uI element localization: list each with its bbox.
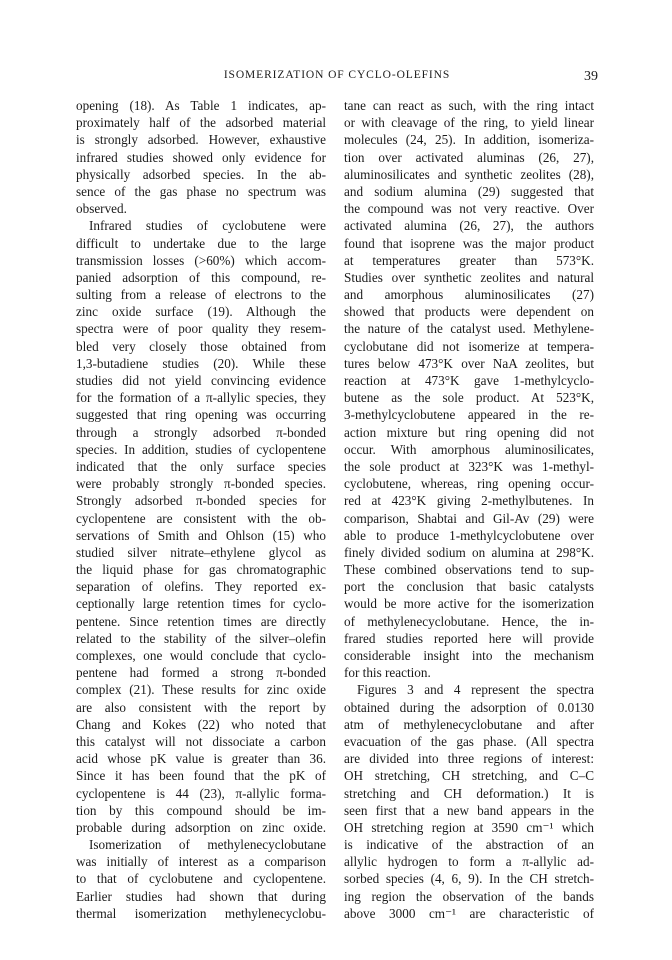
text-line: seen first that a new band appears in the — [344, 802, 594, 818]
text-line: through a strongly adsorbed π-bonded — [76, 424, 326, 440]
text-line: allylic hydrogen to form a π-allylic ad- — [344, 854, 594, 870]
text-line: for this reaction. — [344, 665, 431, 681]
text-line: able to produce 1-methylcyclobutene over — [344, 527, 594, 543]
left-text-column — [76, 97, 326, 922]
text-line: at temperatures greater than 573°K. — [344, 252, 594, 268]
text-line: These combined observations tend to sup- — [344, 562, 594, 578]
text-line: reaction at 473°K gave 1-methylcyclo- — [344, 373, 594, 388]
text-line: Figures 3 and 4 represent the spectra — [357, 682, 594, 698]
text-line: complexes, one would conclude that cyclo- — [76, 648, 326, 663]
text-line: physically adsorbed species. In the ab- — [76, 166, 326, 182]
text-line: probable during adsorption on zinc oxide. — [76, 819, 326, 835]
text-line: separation of olefins. They reported ex- — [76, 579, 326, 595]
text-line: would be more active for the isomerization — [344, 596, 594, 612]
text-line: are also consistent with the report by — [76, 699, 326, 715]
text-line: zinc oxide surface (19). Although the — [76, 304, 326, 320]
text-line: ceptionally large retention times for cyclo- — [76, 596, 326, 612]
text-line: butene as the sole product. At 523°K, — [344, 390, 594, 406]
text-line: pentene had formed a strong π-bonded — [76, 665, 326, 681]
text-line: acid whose pK value is greater than 36. — [76, 751, 326, 767]
text-line: cyclopentene is 44 (23), π-allylic forma- — [76, 785, 326, 801]
text-line: tures below 473°K over NaA zeolites, but — [344, 355, 594, 371]
text-line: of methylenecyclobutane. Hence, the in- — [344, 613, 594, 629]
text-line: were probably strongly π-bonded species. — [76, 476, 326, 492]
text-line: for the formation of a π-allylic species, they — [76, 390, 326, 406]
text-line: tion by this compound should be im- — [76, 802, 326, 818]
page-header — [76, 69, 598, 85]
text-line: sulting from a release of electrons to the — [76, 287, 326, 303]
text-line: spectra were of poor quality they resem- — [76, 321, 326, 337]
text-line: Earlier studies had shown that during — [76, 888, 326, 904]
text-line: cyclobutene, whereas, ring opening occur- — [344, 476, 594, 492]
text-line: was initially of interest as a comparison — [76, 854, 326, 870]
text-line: atm of methylenecyclobutane and after — [344, 716, 594, 732]
text-line: action mixture but ring opening did not — [344, 424, 594, 440]
text-line: Strongly adsorbed π-bonded species for — [76, 493, 326, 509]
text-line: opening (18). As Table 1 indicates, ap- — [76, 98, 326, 113]
text-line: bled very closely those obtained from — [76, 338, 326, 354]
text-line: Since it has been found that the pK of — [76, 768, 326, 784]
text-line: transmission losses (>60%) which accom- — [76, 252, 326, 268]
text-line: above 3000 cm⁻¹ are characteristic of — [344, 905, 594, 921]
text-line: the nature of the catalyst used. Methylene- — [344, 321, 594, 337]
text-line: and amorphous aluminosilicates (27) — [344, 287, 594, 303]
text-line: cyclobutane did not isomerize at tempera- — [344, 338, 594, 354]
right-text-column — [344, 97, 594, 922]
text-line: studies did not yield convincing evidence — [76, 373, 326, 388]
text-line: sorbed species (4, 6, 9). In the CH stretch- — [344, 871, 594, 887]
text-line: aluminosilicates and synthetic zeolites (28), — [344, 166, 594, 182]
text-line: panied adsorption of this compound, re- — [76, 269, 326, 285]
running-title: ISOMERIZATION OF CYCLO-OLEFINS — [223, 69, 451, 81]
text-line: this catalyst will not dissociate a carbon — [76, 733, 326, 749]
text-line: showed that products were dependent on — [344, 304, 594, 320]
text-line: 3-methylcyclobutene appeared in the re- — [344, 407, 594, 423]
text-line: is indicative of the abstraction of an — [344, 837, 594, 853]
text-line: is strongly adsorbed. However, exhaustive — [76, 132, 326, 148]
text-line: related to the stability of the silver–olefin — [76, 630, 326, 646]
text-line: OH stretching region at 3590 cm⁻¹ which — [344, 819, 594, 835]
text-line: species. In addition, studies of cyclopentene — [76, 441, 326, 457]
text-line: thermal isomerization methylenecyclobu- — [76, 905, 326, 921]
text-line: tion over activated aluminas (26, 27), — [344, 149, 594, 165]
text-line: tane can react as such, with the ring intact — [344, 98, 594, 113]
text-line: stretching and CH deformation.) It is — [344, 785, 594, 801]
text-line: found that isoprene was the major product — [344, 235, 594, 251]
text-line: port the conclusion that basic catalysts — [344, 579, 594, 595]
text-line: sence of the gas phase no spectrum was — [76, 183, 326, 199]
text-line: studied silver nitrate–ethylene glycol as — [76, 544, 326, 560]
text-line: Isomerization of methylenecyclobutane — [89, 837, 326, 853]
text-line: 1,3-butadiene studies (20). While these — [76, 355, 326, 371]
text-line: considerable insight into the mechanism — [344, 648, 594, 663]
text-line: red at 423°K giving 2-methylbutenes. In — [344, 493, 594, 509]
text-line: complex (21). These results for zinc oxide — [76, 682, 326, 698]
text-line: molecules (24, 25). In addition, isomeriza- — [344, 132, 594, 148]
text-line: evacuation of the gas phase. (All spectra — [344, 733, 594, 749]
text-line: ing region the observation of the bands — [344, 888, 594, 904]
text-line: OH stretching, CH stretching, and C–C — [344, 768, 594, 784]
text-line: are divided into three regions of interest: — [344, 751, 594, 767]
text-line: the compound was not very reactive. Over — [344, 201, 594, 217]
text-line: Studies over synthetic zeolites and natural — [344, 269, 594, 285]
text-line: obtained during the adsorption of 0.0130 — [344, 699, 594, 715]
text-line: or with cleavage of the ring, to yield linear — [344, 115, 594, 131]
text-line: cyclopentene are consistent with the ob- — [76, 510, 326, 526]
text-line: indicated that the only surface species — [76, 458, 326, 474]
page-number: 39 — [584, 69, 598, 84]
text-line: comparison, Shabtai and Gil-Av (29) were — [344, 510, 594, 526]
text-line: the liquid phase for gas chromatographic — [76, 562, 326, 578]
text-line: proximately half of the adsorbed material — [76, 115, 326, 131]
text-line: to that of cyclobutene and cyclopentene. — [76, 871, 326, 887]
text-line: frared studies reported here will provide — [344, 630, 594, 646]
text-line: Infrared studies of cyclobutene were — [89, 218, 326, 234]
text-line: servations of Smith and Ohlson (15) who — [76, 527, 326, 543]
text-line: suggested that ring opening was occurring — [76, 407, 326, 423]
text-line: difficult to undertake due to the large — [76, 235, 326, 251]
text-line: observed. — [76, 201, 127, 217]
text-line: Chang and Kokes (22) who noted that — [76, 716, 326, 732]
text-line: occur. With amorphous aluminosilicates, — [344, 441, 594, 457]
text-line: and sodium alumina (29) suggested that — [344, 183, 594, 199]
text-line: the sole product at 323°K was 1-methyl- — [344, 458, 594, 474]
text-line: finely divided sodium on alumina at 298°K. — [344, 544, 594, 560]
text-line: pentene. Since retention times are directly — [76, 613, 326, 629]
text-line: infrared studies showed only evidence for — [76, 149, 326, 165]
text-line: activated alumina (26, 27), the authors — [344, 218, 594, 234]
